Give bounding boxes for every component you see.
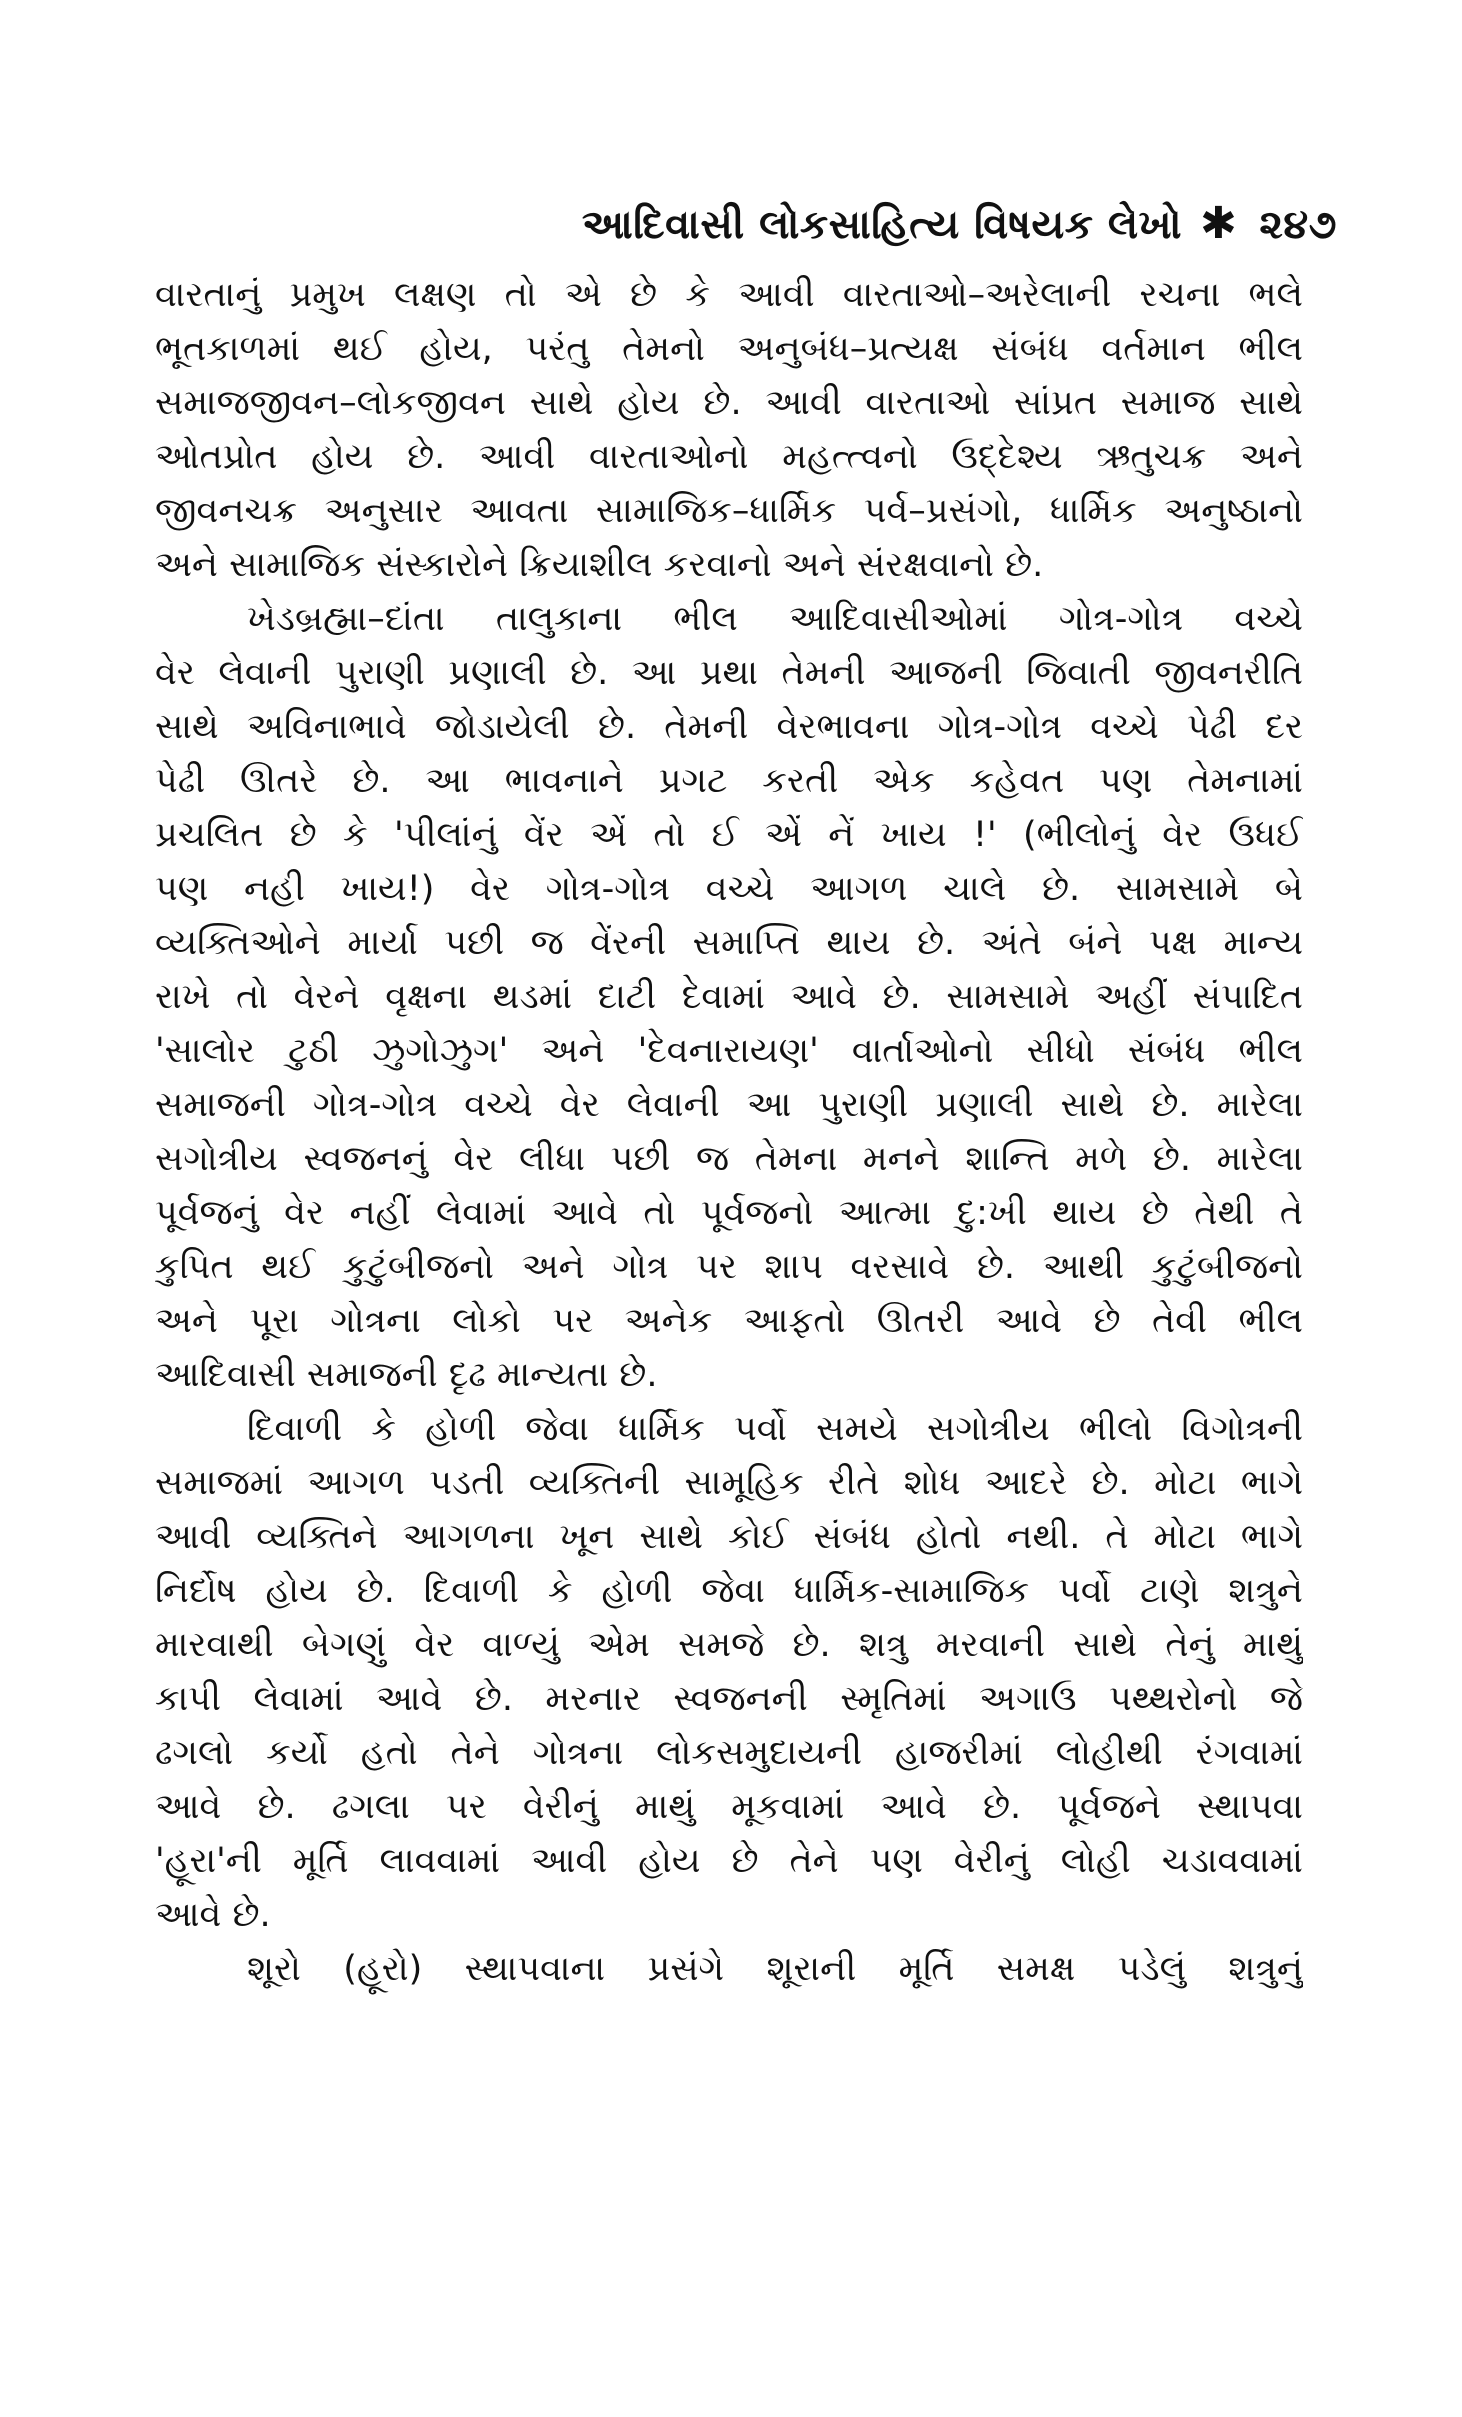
text-line: આવે છે. ઢગલા પર વેરીનું માથું મૂકવામાં આવે છે. પૂર્વજને સ્થાપવા [155,1787,1303,1827]
text-line: સમાજની ગોત્ર-ગોત્ર વચ્ચે વેર લેવાની આ પુરાણી પ્રણાલી સાથે છે. મારેલા [155,1085,1303,1125]
text-line: કાપી લેવામાં આવે છે. મરનાર સ્વજનની સ્મૃતિમાં અગાઉ પથ્થરોનો જે [155,1679,1303,1719]
text-line: નિર્દોષ હોય છે. દિવાળી કે હોળી જેવા ધાર્મિક-સામાજિક પર્વો ટાણે શત્રુને [155,1571,1303,1611]
text-line: સમાજજીવન–લોકજીવન સાથે હોય છે. આવી વારતાઓ સાંપ્રત સમાજ સાથે [155,383,1303,423]
text-line: ઓતપ્રોત હોય છે. આવી વારતાઓનો મહત્ત્વનો ઉદ્દેશ્ય ઋતુચક્ર અને [155,437,1303,477]
text-line: રાખે તો વેરને વૃક્ષના થડમાં દાટી દેવામાં આવે છે. સામસામે અહીં સંપાદિત [155,977,1303,1017]
text-line: 'સાલોર ટુઠી ઝુગોઝુગ' અને 'દેવનારાયણ' વાર્તાઓનો સીધો સંબંધ ભીલ [155,1031,1303,1071]
text-line: વારતાનું પ્રમુખ લક્ષણ તો એ છે કે આવી વારતાઓ–અરેલાની રચના ભલે [155,275,1303,315]
text-line: જીવનચક્ર અનુસાર આવતા સામાજિક–ધાર્મિક પર્વ–પ્રસંગો, ધાર્મિક અનુષ્ઠાનો [155,491,1303,531]
page-number: ૨૪૭ [1259,202,1337,248]
text-line: પૂર્વજનું વેર નહીં લેવામાં આવે તો પૂર્વજનો આત્મા દુ:ખી થાય છે તેથી તે [155,1193,1303,1233]
running-title: આદિવાસી લોકસાહિત્ય વિષયક લેખો [581,202,1183,248]
text-line: પ્રચલિત છે કે 'પીલાંનું વેંર એં તો ઈ એં નેં ખાય !' (ભીલોનું વેર ઉધઈ [155,815,1303,855]
text-line: શૂરો (હૂરો) સ્થાપવાના પ્રસંગે શૂરાની મૂર્તિ સમક્ષ પડેલું શત્રુનું [247,1949,1303,1989]
running-header [0,198,1337,249]
text-line: 'હૂરા'ની મૂર્તિ લાવવામાં આવી હોય છે તેને પણ વેરીનું લોહી ચડાવવામાં [155,1841,1303,1881]
paragraph [155,592,1303,1402]
text-line: ભૂતકાળમાં થઈ હોય, પરંતુ તેમનો અનુબંધ–પ્રત્યક્ષ સંબંધ વર્તમાન ભીલ [155,329,1303,369]
text-line: સમાજમાં આગળ પડતી વ્યક્તિની સામૂહિક રીતે શોધ આદરે છે. મોટા ભાગે [155,1463,1303,1503]
text-line: પણ નહી ખાય!) વેર ગોત્ર-ગોત્ર વચ્ચે આગળ ચાલે છે. સામસામે બે [155,869,1303,909]
text-line: પેઢી ઊતરે છે. આ ભાવનાને પ્રગટ કરતી એક કહેવત પણ તેમનામાં [155,761,1303,801]
text-line: વ્યક્તિઓને માર્યા પછી જ વેંરની સમાપ્તિ થાય છે. અંતે બંને પક્ષ માન્ય [155,923,1303,963]
paragraph [155,1942,1303,1996]
text-line: આવી વ્યક્તિને આગળના ખૂન સાથે કોઈ સંબંધ હોતો નથી. તે મોટા ભાગે [155,1517,1303,1557]
text-line: અને સામાજિક સંસ્કારોને ક્રિયાશીલ કરવાનો અને સંરક્ષવાનો છે. [155,545,1044,585]
paragraph [155,1402,1303,1942]
text-line: અને પૂરા ગોત્રના લોકો પર અનેક આફતો ઊતરી આવે છે તેવી ભીલ [155,1301,1303,1341]
text-line: ઢગલો કર્યો હતો તેને ગોત્રના લોકસમુદાયની હાજરીમાં લોહીથી રંગવામાં [155,1733,1303,1773]
text-line: દિવાળી કે હોળી જેવા ધાર્મિક પર્વો સમયે સગોત્રીય ભીલો વિગોત્રની [247,1409,1303,1449]
text-line: વેર લેવાની પુરાણી પ્રણાલી છે. આ પ્રથા તેમની આજની જિવાતી જીવનરીતિ [155,653,1303,693]
text-line: મારવાથી બેગણું વેર વાળ્યું એમ સમજે છે. શત્રુ મરવાની સાથે તેનું માથું [155,1625,1303,1665]
body-text [155,268,1303,1996]
text-line: આદિવાસી સમાજની દૃઢ માન્યતા છે. [155,1355,658,1395]
paragraph [155,268,1303,592]
text-line: સગોત્રીય સ્વજનનું વેર લીધા પછી જ તેમના મનને શાન્તિ મળે છે. મારેલા [155,1139,1303,1179]
text-line: ખેડબ્રહ્મા–દાંતા તાલુકાના ભીલ આદિવાસીઓમાં ગોત્ર-ગોત્ર વચ્ચે [247,599,1303,639]
text-line: આવે છે. [155,1895,271,1935]
asterisk-separator-icon: ✱ [1200,198,1238,249]
text-line: સાથે અવિનાભાવે જોડાયેલી છે. તેમની વેરભાવના ગોત્ર-ગોત્ર વચ્ચે પેઢી દર [155,707,1303,747]
text-line: કુપિત થઈ કુટુંબીજનો અને ગોત્ર પર શાપ વરસાવે છે. આથી કુટુંબીજનો [155,1247,1303,1287]
